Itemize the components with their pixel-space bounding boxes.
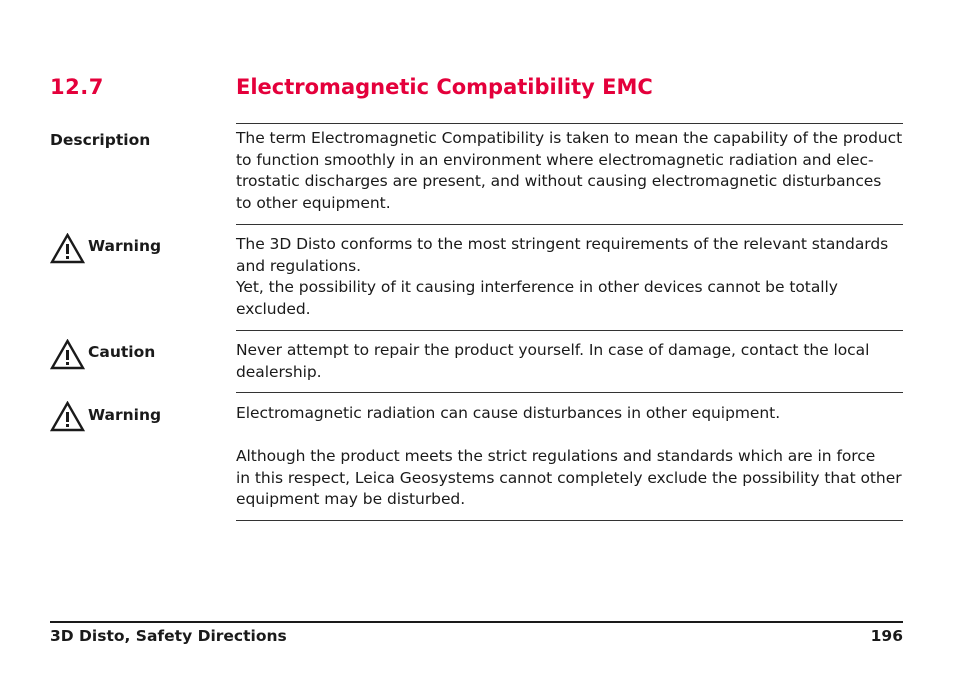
divider [236, 224, 903, 225]
text-line: Electromagnetic radiation can cause disturbances in other equipment. [236, 404, 781, 422]
text-line: to function smoothly in an environment where electromagnetic radiation and elec- [236, 150, 874, 169]
text-line: Although the product meets the strict regulations and standards which are in force [236, 447, 876, 466]
text-line: Yet, the possibility of it causing interference in other devices cannot be totally [236, 278, 838, 297]
warning-triangle-icon [50, 339, 85, 370]
text-line: equipment may be disturbed. [236, 490, 466, 509]
text-line: dealership. [236, 362, 322, 381]
row-label-description: Description [50, 131, 151, 149]
divider [236, 392, 903, 393]
text-line: to other equipment. [236, 193, 391, 212]
row-label-caution: Caution [88, 343, 156, 361]
row-text-warning [236, 234, 906, 320]
row-text-description [236, 128, 906, 214]
text-line: excluded. [236, 299, 311, 318]
section-number: 12.7 [50, 75, 104, 99]
row-label-warning: Warning [88, 237, 162, 255]
text-line: and regulations. [236, 256, 362, 275]
text-line: Never attempt to repair the product yourself. In case of damage, contact the local [236, 341, 870, 359]
row-text-caution [236, 340, 906, 383]
warning-triangle-icon [50, 401, 85, 432]
row-text-warning-emc [236, 403, 906, 511]
warning-triangle-icon [50, 233, 85, 264]
divider [236, 123, 903, 124]
section-title: Electromagnetic Compatibility EMC [236, 75, 653, 99]
text-spacer [236, 425, 906, 447]
text-line: in this respect, Leica Geosystems cannot completely exclude the possibility that other [236, 468, 902, 487]
footer-divider [50, 621, 903, 623]
row-label-warning-emc: Warning [88, 406, 162, 424]
page-number: 196 [870, 627, 903, 645]
divider [236, 520, 903, 521]
text-line: The term Electromagnetic Compatibility is taken to mean the capability of the product [236, 129, 903, 147]
text-line: trostatic discharges are present, and without causing electromagnetic disturbances [236, 172, 882, 191]
text-line: The 3D Disto conforms to the most stringent requirements of the relevant standards [236, 235, 889, 253]
footer-title: 3D Disto, Safety Directions [50, 627, 287, 645]
divider [236, 330, 903, 331]
